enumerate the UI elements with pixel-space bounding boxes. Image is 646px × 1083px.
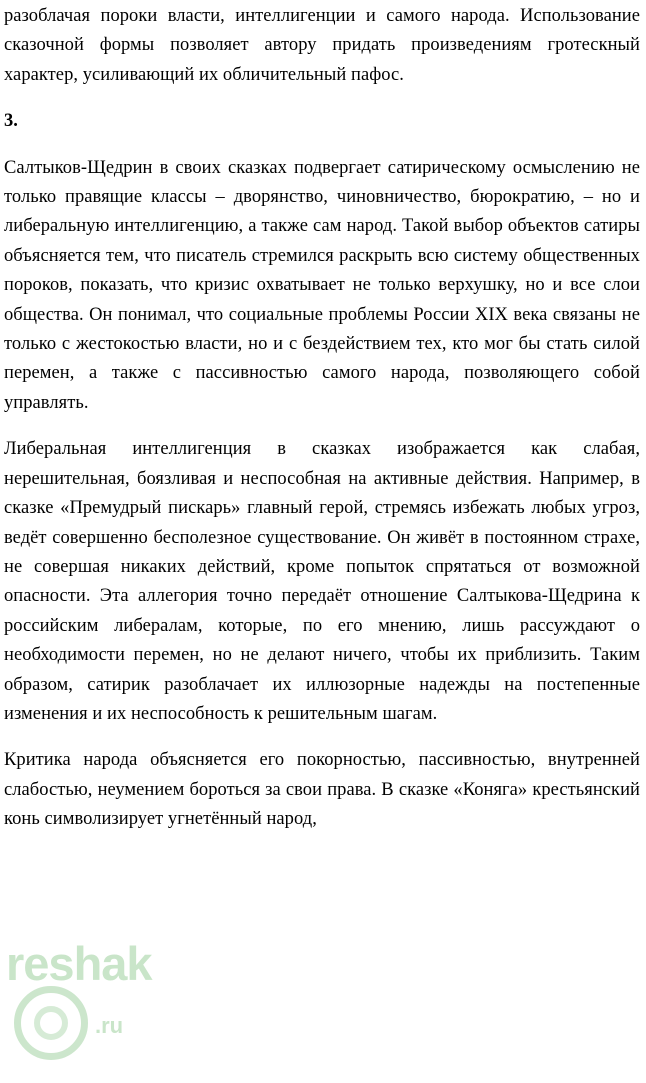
- paragraph-satire-objects: Салтыков-Щедрин в своих сказках подвергает сатирическому осмыслению не только правящие классы – дворянство, чиновничество, бюрократию, – но и либеральную интеллигенцию, а также сам народ. Такой выбор объектов сатиры объясняется тем, что писатель стремился раскрыть всю систему общественных пороков, показать, что кризис охватывает не только верхушку, но и все слои общества. Он понимал, что социальные проблемы России XIX века связаны не только с жестокостью власти, но и с бездействием тех, кто мог бы стать силой перемен, а также с пассивностью самого народа, позволяющего собой управлять.: [4, 157, 640, 413]
- watermark-text: reshak: [6, 937, 152, 990]
- watermark-suffix: .ru: [95, 1013, 124, 1038]
- paragraph-people-critique: Критика народа объясняется его покорностью, пассивностью, внутренней слабостью, неумением бороться за свои права. В сказке «Коняга» крестьянский конь символизирует угнетённый народ,: [4, 750, 640, 830]
- paragraph-liberal-intelligentsia: Либеральная интеллигенция в сказках изображается как слабая, нерешительная, боязливая и неспособная на активные действия. Например, в сказке «Премудрый пискарь» главный герой, стремясь избежать любых угроз, ведёт совершенно бесполезное существование. Он живёт в постоянном страхе, не совершая никаких действий, кроме попыток спрятаться от возможной опасности. Эта аллегория точно передаёт отношение Салтыкова-Щедрина к российским либералам, которые, по его мнению, лишь рассуждают о необходимости перемен, но не делают ничего, чтобы их приблизить. Таким образом, сатирик разоблачает их иллюзорные надежды на постепенные изменения и их неспособность к решительным шагам.: [4, 439, 640, 724]
- document-content: [4, 0, 640, 835]
- paragraph-continuation: разоблачая пороки власти, интеллигенции и самого народа. Использование сказочной формы позволяет автору придать произведениям гротескный характер, усиливающий их обличительный пафос.: [4, 6, 640, 85]
- watermark-ring-outer: [14, 986, 88, 1060]
- watermark: [0, 930, 240, 1080]
- section-heading-3: 3.: [4, 111, 18, 132]
- watermark-ring-inner: [34, 1006, 68, 1040]
